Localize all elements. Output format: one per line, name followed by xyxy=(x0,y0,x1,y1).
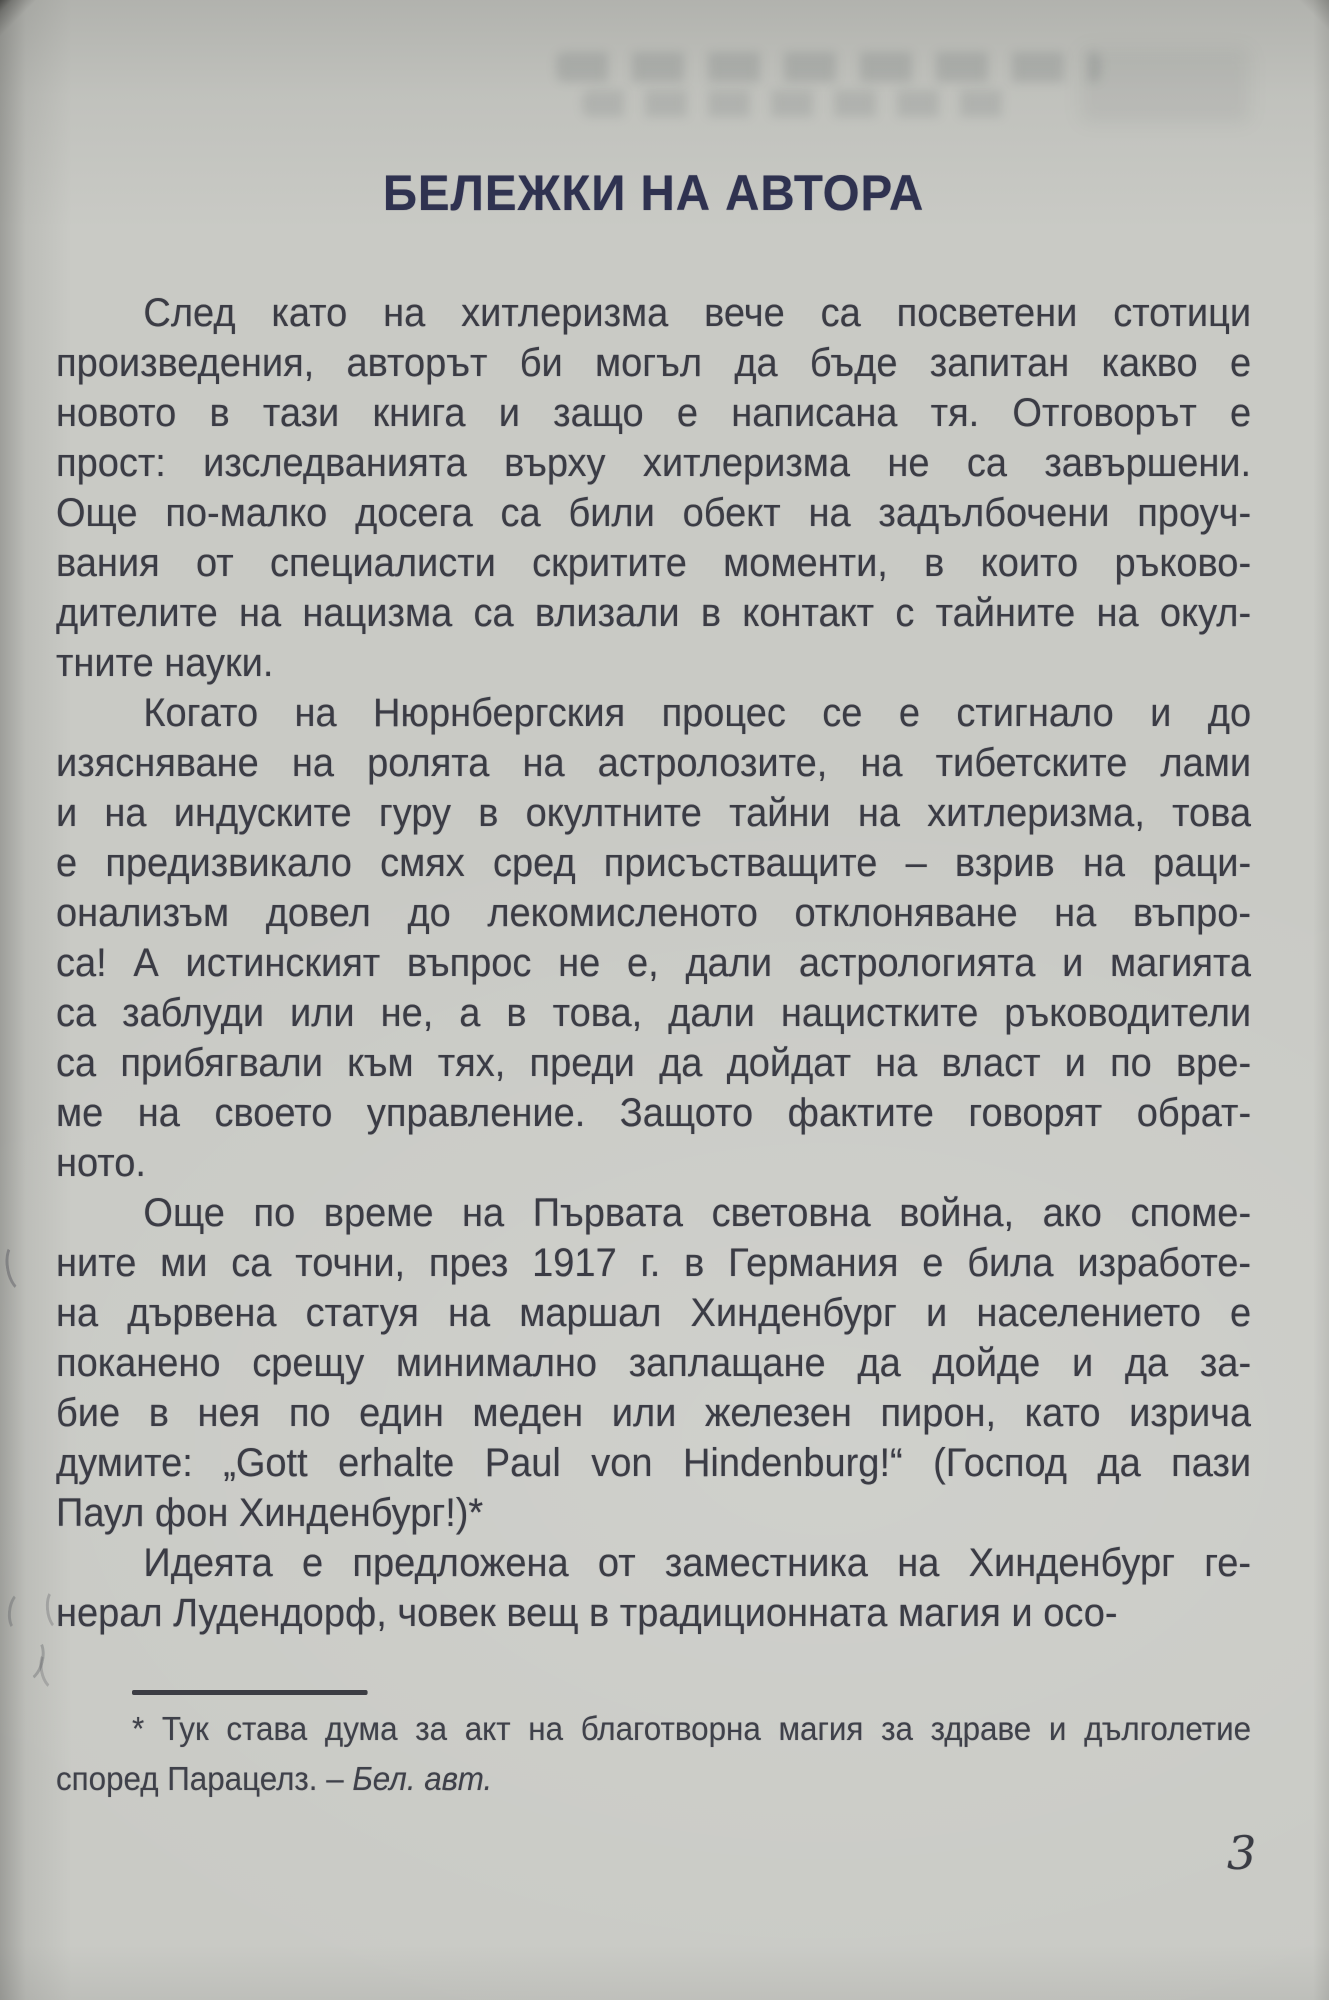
body-line: изясняване на ролята на астролозите, на тибетските лами xyxy=(56,741,1252,785)
footnote-attribution: Бел. авт. xyxy=(352,1760,493,1797)
body-line: онализъм довел до лекомисленото отклоняване на въпро- xyxy=(56,891,1252,935)
body-line: дителите на нацизма са влизали в контакт с тайните на окул- xyxy=(56,591,1252,635)
body-line: Идеята е предложена от заместника на Хинденбург ге- xyxy=(143,1541,1252,1585)
body-line: са заблуди или не, а в това, дали нацистките ръководители xyxy=(56,991,1252,1035)
body-line: Още по време на Първата световна война, ако споме- xyxy=(143,1191,1252,1235)
page-number: 3 xyxy=(1227,1826,1257,1880)
page-content xyxy=(56,0,1251,2000)
body-line: новото в тази книга и защо е написана тя. Отговорът е xyxy=(56,391,1252,435)
body-text xyxy=(56,288,1251,1638)
body-line: са прибягвали към тях, преди да дойдат на власт и по вре- xyxy=(56,1041,1252,1085)
body-line: на дървена статуя на маршал Хинденбург и населението е xyxy=(56,1291,1252,1335)
body-line: тните науки. xyxy=(56,641,274,685)
margin-mark xyxy=(6,1591,32,1633)
body-line: бие в нея по един меден или железен пирон, като изрича xyxy=(56,1391,1252,1435)
body-line: ме на своето управление. Защото фактите говорят обрат- xyxy=(56,1091,1252,1135)
footnote-rule xyxy=(132,1690,368,1695)
body-line: Паул фон Хинденбург!)* xyxy=(56,1491,484,1535)
body-line: вания от специалисти скритите моменти, в които ръково- xyxy=(56,541,1252,585)
body-line: нерал Лудендорф, човек вещ в традиционната магия и осо- xyxy=(56,1591,1118,1635)
body-line: ното. xyxy=(56,1141,146,1185)
body-line: поканено срещу минимално заплащане да дойде и да за- xyxy=(56,1341,1252,1385)
body-line: Още по-малко досега са били обект на задълбочени проуч- xyxy=(56,491,1252,535)
margin-mark xyxy=(2,1240,36,1294)
body-line: След като на хитлеризма вече са посветени стотици xyxy=(143,291,1252,335)
body-line: са! А истинският въпрос не е, дали астрологията и магията xyxy=(56,941,1252,985)
body-line: и на индуските гуру в окултните тайни на хитлеризма, това xyxy=(56,791,1252,835)
body-line: произведения, авторът би могъл да бъде запитан какво е xyxy=(56,341,1252,385)
page-corner-shadow xyxy=(0,0,60,90)
footnote-text: според Парацелз. – xyxy=(56,1760,353,1797)
footnote-line xyxy=(56,1754,1251,1804)
body-line: думите: „Gott erhalte Paul von Hindenburg!“ (Господ да пази xyxy=(56,1441,1252,1485)
body-line: прост: изследванията върху хитлеризма не са завършени. xyxy=(56,441,1252,485)
body-line: е предизвикало смях сред присъстващите – взрив на раци- xyxy=(56,841,1252,885)
body-line: Когато на Нюрнбергския процес се е стигнало и до xyxy=(143,691,1252,735)
page-corner-shadow xyxy=(1279,0,1329,60)
page-title: БЕЛЕЖКИ НА АВТОРА xyxy=(382,165,925,221)
body-line: ните ми са точни, през 1917 г. в Германия е била изработе- xyxy=(56,1241,1252,1285)
footnote-line: * Тук става дума за акт на благотворна магия за здраве и дълголетие xyxy=(132,1710,1252,1747)
footnote xyxy=(56,1690,1251,1804)
